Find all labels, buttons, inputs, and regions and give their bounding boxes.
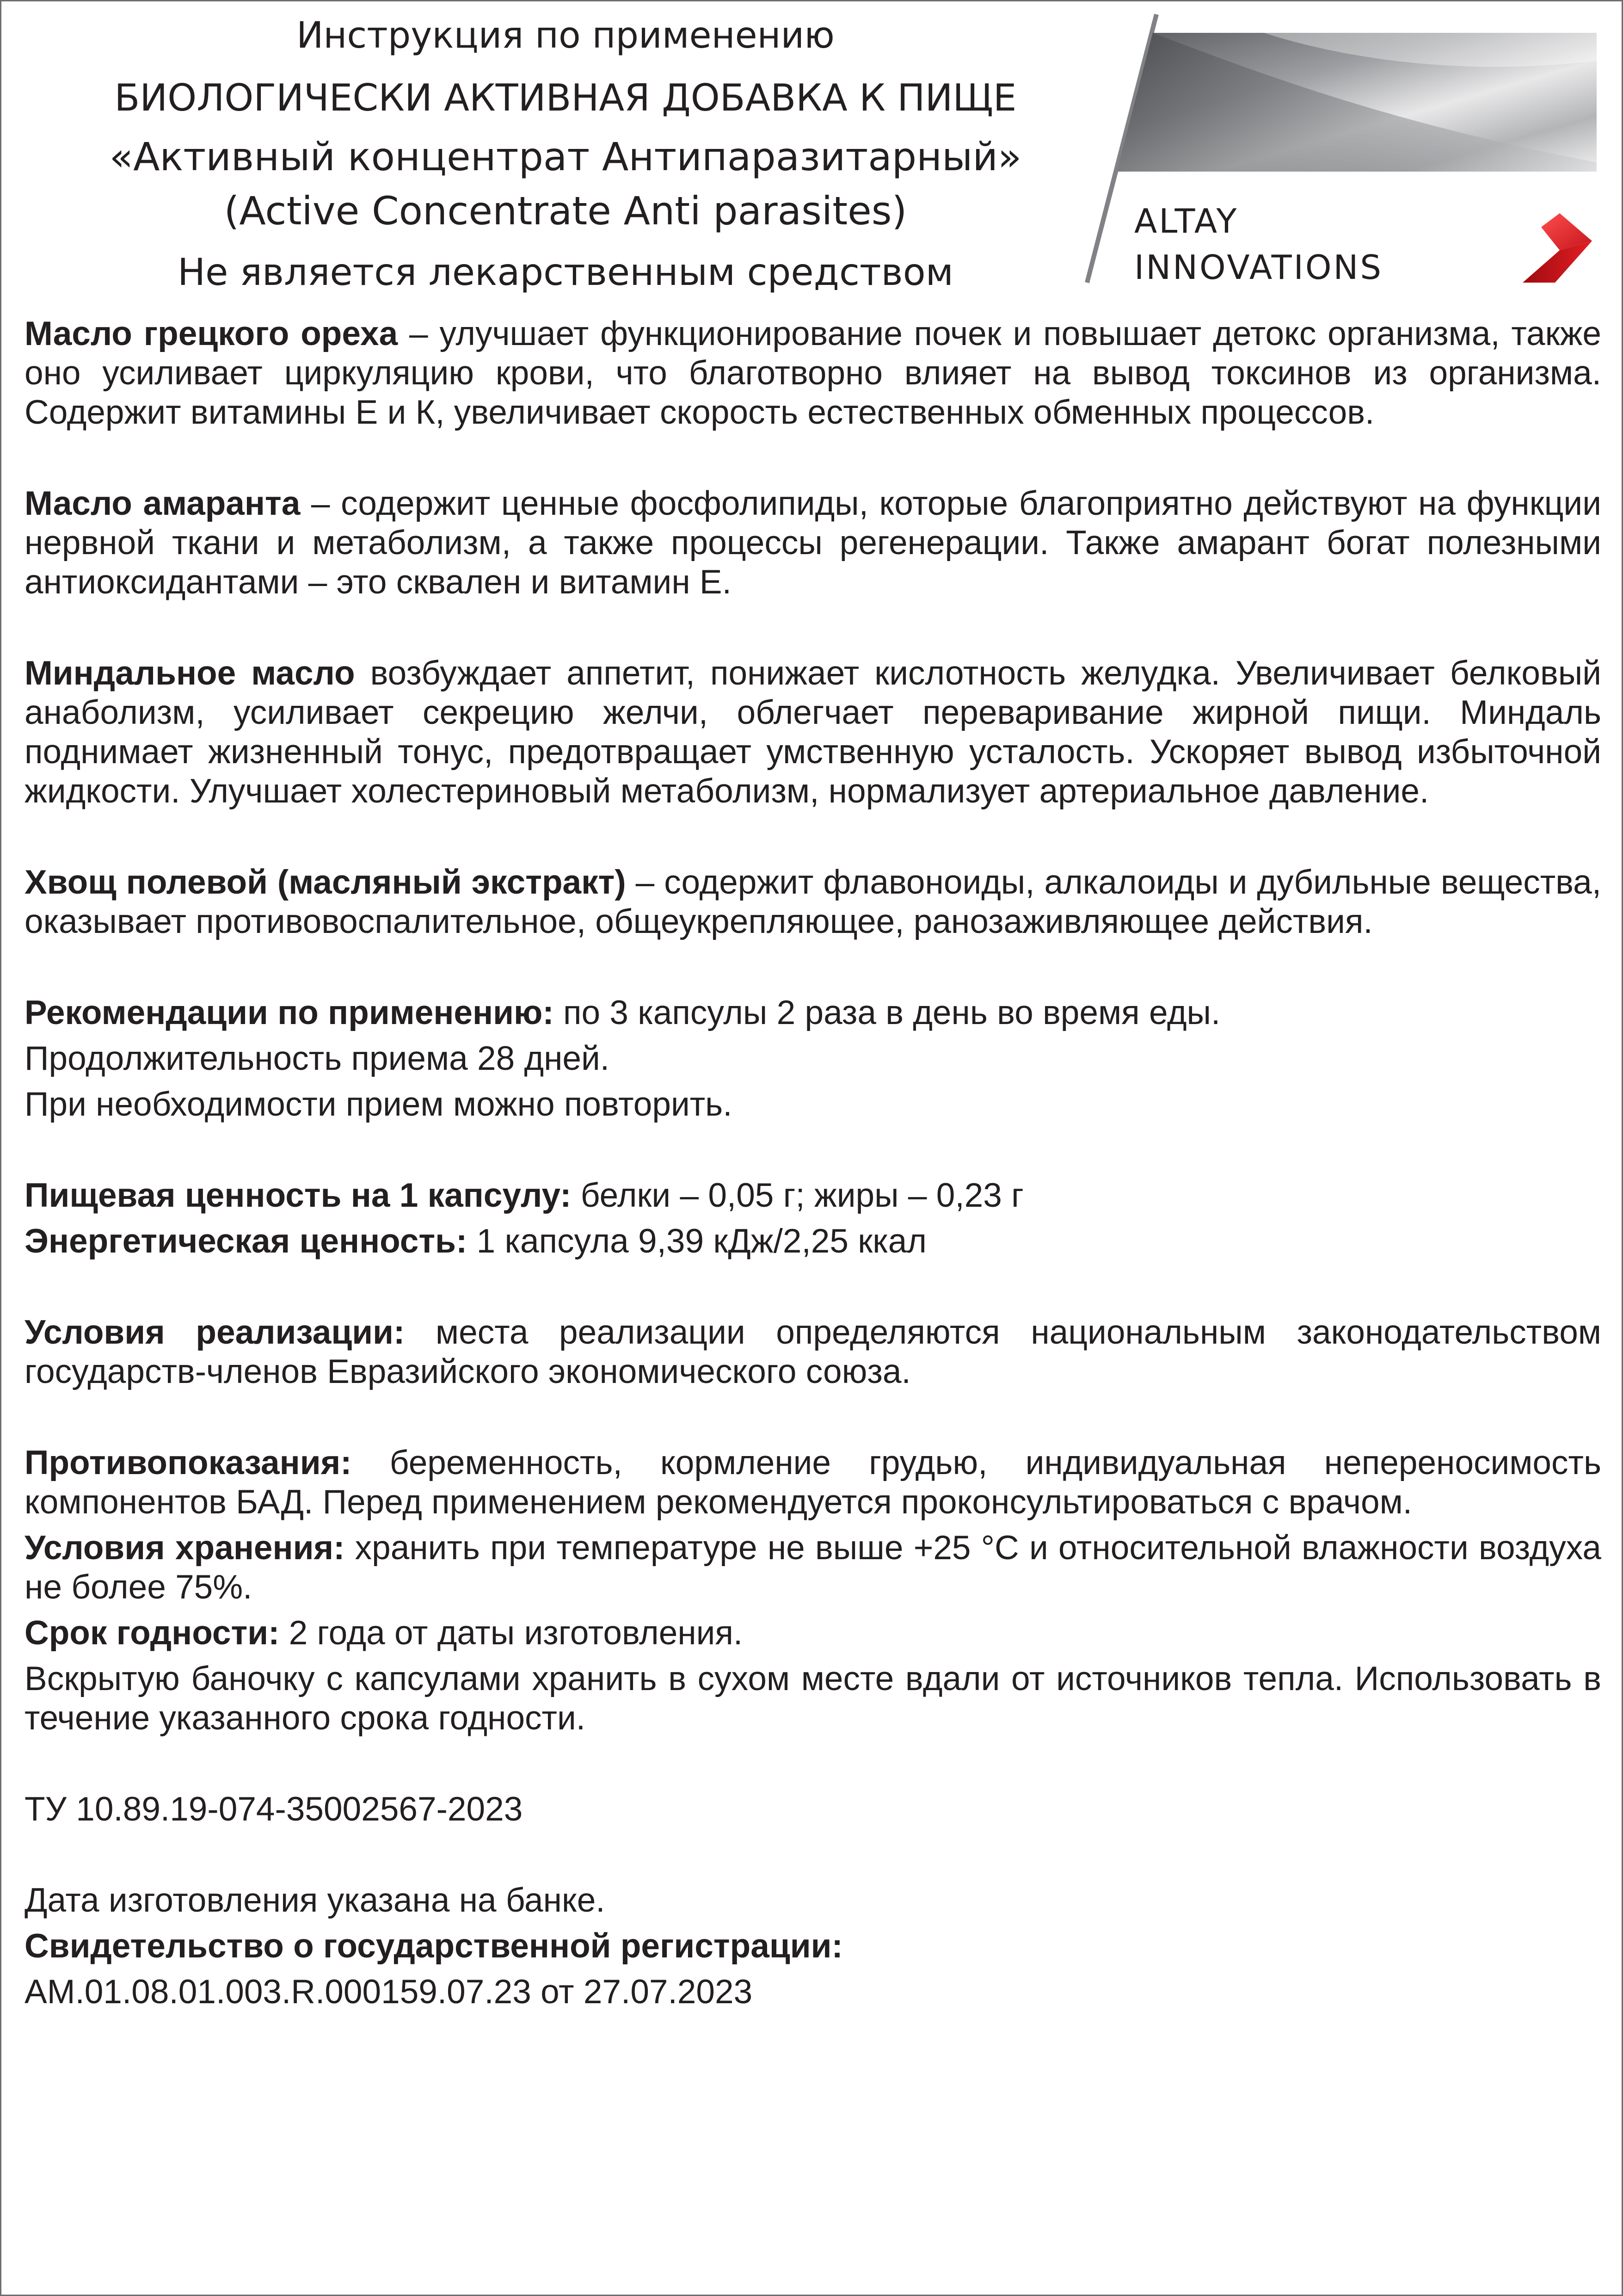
certificate-number: АМ.01.08.01.003.R.000159.07.23 от 27.07.2023 [25, 1973, 753, 2011]
section-contraindications [25, 1443, 1601, 1522]
red-chevron-arrow-icon [1523, 213, 1592, 283]
altay-innovations-logo [1079, 10, 1615, 296]
header-title-block [29, 10, 1102, 305]
section-title: Условия хранения: [25, 1529, 345, 1567]
logo-word-altay: ALTAY [1134, 202, 1239, 241]
header-line-disclaimer: Не является лекарственным средством [177, 251, 953, 294]
section-almond-oil [25, 654, 1601, 811]
tu-number: ТУ 10.89.19-074-35002567-2023 [25, 1790, 523, 1828]
section-text: – содержит ценные фосфолипиды, которые благоприятно действуют на функции нервной ткани и метаболизм, а также процессы регенерации. Также амарант богат полезными антиоксидантами – это сквален и витамин Е. [25, 485, 1601, 601]
certificate-title [25, 1926, 1601, 1966]
section-text: 1 капсула 9,39 кДж/2,25 ккал [467, 1222, 927, 1260]
recommendation-repeat: При необходимости прием можно повторить. [25, 1086, 732, 1123]
section-title: Масло грецкого ореха [25, 315, 398, 352]
section-text: 2 года от даты изготовления. [279, 1614, 743, 1652]
section-title: Пищевая ценность на 1 капсулу: [25, 1177, 572, 1214]
section-title: Миндальное масло [25, 654, 355, 692]
section-amaranth-oil [25, 484, 1601, 602]
section-sale-conditions [25, 1313, 1601, 1391]
section-title: Срок годности: [25, 1614, 280, 1652]
section-title: Противопоказания: [25, 1444, 352, 1481]
header-line-product-name-en: (Active Concentrate Anti parasites) [224, 188, 907, 234]
section-storage [25, 1528, 1601, 1607]
section-text: места реализации определяются национальным законодательством государств-членов Евразийского экономического союза. [25, 1314, 1601, 1390]
header-line-product-name: «Активный концентрат Антипаразитарный» [109, 134, 1022, 179]
manufacture-date-note: Дата изготовления указана на банке. [25, 1882, 605, 1919]
section-title: Условия реализации: [25, 1314, 405, 1351]
section-title: Свидетельство о государственной регистрации: [25, 1927, 843, 1965]
section-opened-storage: Вскрытую баночку с капсулами хранить в сухом месте вдали от источников тепла. Использовать в течение указанного срока годности. [25, 1660, 1601, 1737]
section-text: хранить при температуре не выше +25 °С и относительной влажности воздуха не более 75%. [25, 1529, 1601, 1606]
section-nutrition [25, 1176, 1601, 1215]
section-text: возбуждает аппетит, понижает кислотность желудка. Увеличивает белковый анаболизм, усиливает секрецию желчи, облегчает переваривание жирной пищи. Миндаль поднимает жизненный тонус, предотвращает умственную усталость. Ускоряет вывод избыточной жидкости. Улучшает холестериновый метаболизм, нормализует артериальное давление. [25, 654, 1601, 810]
section-shelf-life [25, 1613, 1601, 1653]
section-title: Рекомендации по применению: [25, 994, 554, 1031]
section-title: Энергетическая ценность: [25, 1222, 467, 1260]
section-title: Масло амаранта [25, 485, 301, 522]
section-text: белки – 0,05 г; жиры – 0,23 г [571, 1177, 1024, 1214]
section-energy [25, 1222, 1601, 1261]
section-title: Хвощ полевой (масляный экстракт) [25, 864, 626, 901]
recommendation-duration: Продолжительность приема 28 дней. [25, 1040, 610, 1077]
section-horsetail [25, 863, 1601, 941]
section-text: – улучшает функционирование почек и повышает детокс организма, также оно усиливает циркуляцию крови, что благотворно влияет на вывод токсинов из организма. Содержит витамины Е и К, увеличивает скорость естественных обменных процессов. [25, 315, 1602, 431]
header [1, 1, 1623, 307]
logo-word-innovations: INNOVATIONS [1134, 248, 1383, 287]
section-text: по 3 капсулы 2 раза в день во время еды. [553, 994, 1221, 1031]
header-line-product-category: БИОЛОГИЧЕСКИ АКТИВНАЯ ДОБАВКА К ПИЩЕ [114, 76, 1017, 119]
instruction-content [25, 314, 1601, 2012]
section-walnut-oil [25, 314, 1601, 432]
header-line-instructions: Инструкция по применению [296, 15, 835, 56]
section-text: беременность, кормление грудью, индивидуальная непереносимость компонентов БАД. Перед применением рекомендуется проконсультироваться с врачом. [25, 1444, 1601, 1521]
section-recommendations [25, 993, 1601, 1032]
section-text: – содержит флавоноиды, алкалоиды и дубильные вещества, оказывает противовоспалительное, общеукрепляющее, ранозаживляющее действия. [25, 864, 1601, 940]
